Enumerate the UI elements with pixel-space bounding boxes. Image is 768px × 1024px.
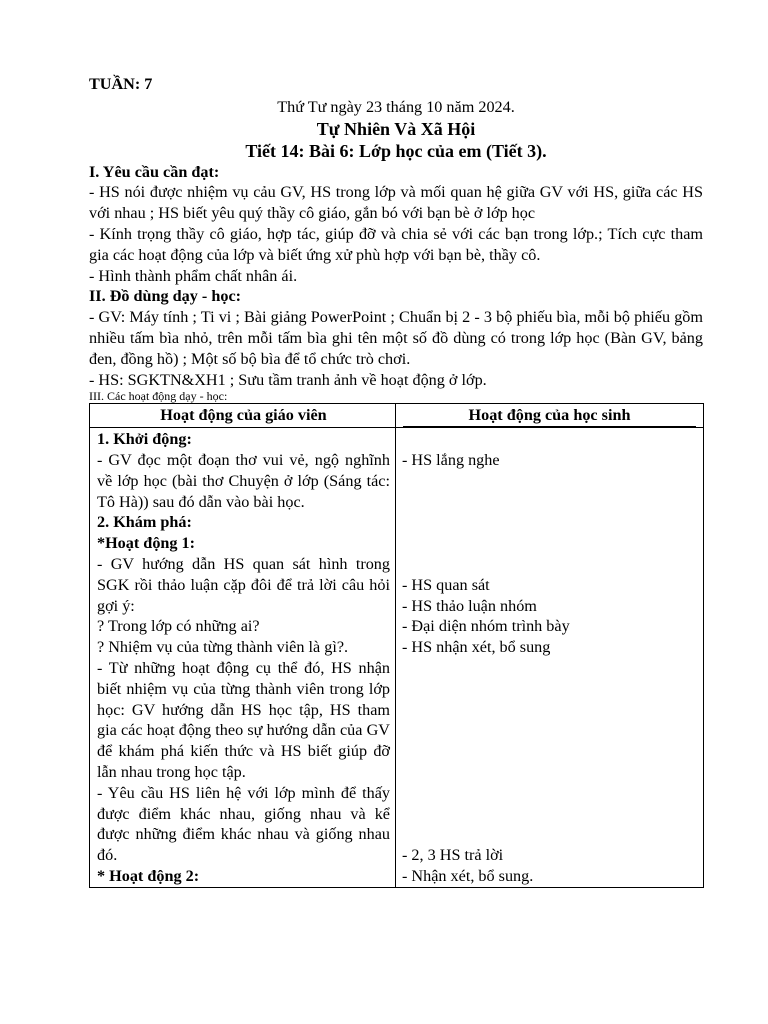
student-activities-cell (396, 428, 704, 888)
section3-heading: III. Các hoạt động dạy - học: (89, 389, 228, 404)
hoat-dong-1-text-3: - Yêu cầu HS liên hệ với lớp mình để thấy được điểm khác nhau, giống nhau và kể được những điểm khác nhau và giống nhau đó. (97, 783, 390, 865)
student-discuss: - HS thảo luận nhóm (402, 596, 537, 615)
lesson-title: Tiết 14: Bài 6: Lớp học của em (Tiết 3). (245, 140, 547, 161)
section1-item: - Hình thành phẩm chất nhân ái. (89, 266, 298, 285)
student-present: - Đại diện nhóm trình bày (402, 617, 570, 636)
hoat-dong-1-text: - GV hướng dẫn HS quan sát hình trong SGK rồi thảo luận cặp đôi để trả lời câu hỏi gợi ý: (97, 554, 390, 615)
khoi-dong-text: - GV đọc một đoạn thơ vui vẻ, ngộ nghĩnh về lớp học (bài thơ Chuyện ở lớp (Sáng tác: Tô Hà)) sau đó dẫn vào bài học. (97, 450, 390, 511)
subject-title: Tự Nhiên Và Xã Hội (316, 118, 476, 139)
teacher-column-header: Hoạt động của giáo viên (90, 404, 396, 428)
section2-heading: II. Đồ dùng dạy - học: (89, 287, 242, 306)
student-column-label: Hoạt động của học sinh (403, 405, 696, 427)
hoat-dong-1-text-2: - Từ những hoạt động cụ thể đó, HS nhận biết nhiệm vụ của từng thành viên trong lớp học: GV hướng dẫn HS học tập, HS tham gia các hoạt động theo sự hướng dẫn của GV để khám phá kiến thức và HS biết giúp đỡ lẫn nhau trong học tập. (97, 658, 390, 781)
student-answer: - 2, 3 HS trả lời (402, 846, 504, 865)
student-comment-2: - Nhận xét, bổ sung. (402, 866, 534, 885)
section1-item: - HS nói được nhiệm vụ cảu GV, HS trong lớp và mối quan hệ giữa GV với HS, giữa các HS với nhau ; HS biết yêu quý thầy cô giáo, gắn bó với bạn bè ở lớp học (89, 183, 703, 223)
table-header-row (90, 404, 704, 428)
lesson-date: Thứ Tư ngày 23 tháng 10 năm 2024. (277, 97, 515, 116)
hoat-dong-2-heading: * Hoạt động 2: (97, 866, 200, 885)
section1-item: - Kính trọng thầy cô giáo, hợp tác, giúp đỡ và chia sẻ với các bạn trong lớp.; Tích cực tham gia các hoạt động của lớp và biết ứng xử phù hợp với bạn bè, thầy cô. (89, 224, 703, 264)
question-2: ? Nhiệm vụ của từng thành viên là gì?. (97, 638, 349, 657)
activities-table (89, 403, 704, 887)
student-column-header (396, 404, 704, 428)
kham-pha-heading: 2. Khám phá: (97, 513, 192, 532)
student-comment: - HS nhận xét, bổ sung (402, 638, 551, 657)
student-observe: - HS quan sát (402, 575, 490, 594)
section2-item: - GV: Máy tính ; Ti vi ; Bài giảng PowerPoint ; Chuẩn bị 2 - 3 bộ phiếu bìa, mỗi bộ phiếu gồm nhiều tấm bìa nhỏ, trên mỗi tấm bìa ghi tên một số đồ dùng có trong lớp học (Bàn GV, bảng đen, đồng hồ) ; Một số bộ bìa để tổ chức trò chơi. (89, 308, 703, 368)
week-label: TUẦN: 7 (89, 75, 153, 93)
lesson-plan-page (89, 74, 703, 888)
teacher-activities-cell (90, 428, 396, 888)
hoat-dong-1-heading: *Hoạt động 1: (97, 534, 196, 553)
khoi-dong-heading: 1. Khởi động: (97, 430, 192, 449)
section2-item: - HS: SGKTN&XH1 ; Sưu tầm tranh ảnh về hoạt động ở lớp. (89, 370, 487, 389)
section1-heading: I. Yêu cầu cần đạt: (89, 162, 220, 181)
question-1: ? Trong lớp có những ai? (97, 617, 260, 636)
table-row (90, 428, 704, 888)
student-listen: - HS lắng nghe (402, 450, 500, 469)
